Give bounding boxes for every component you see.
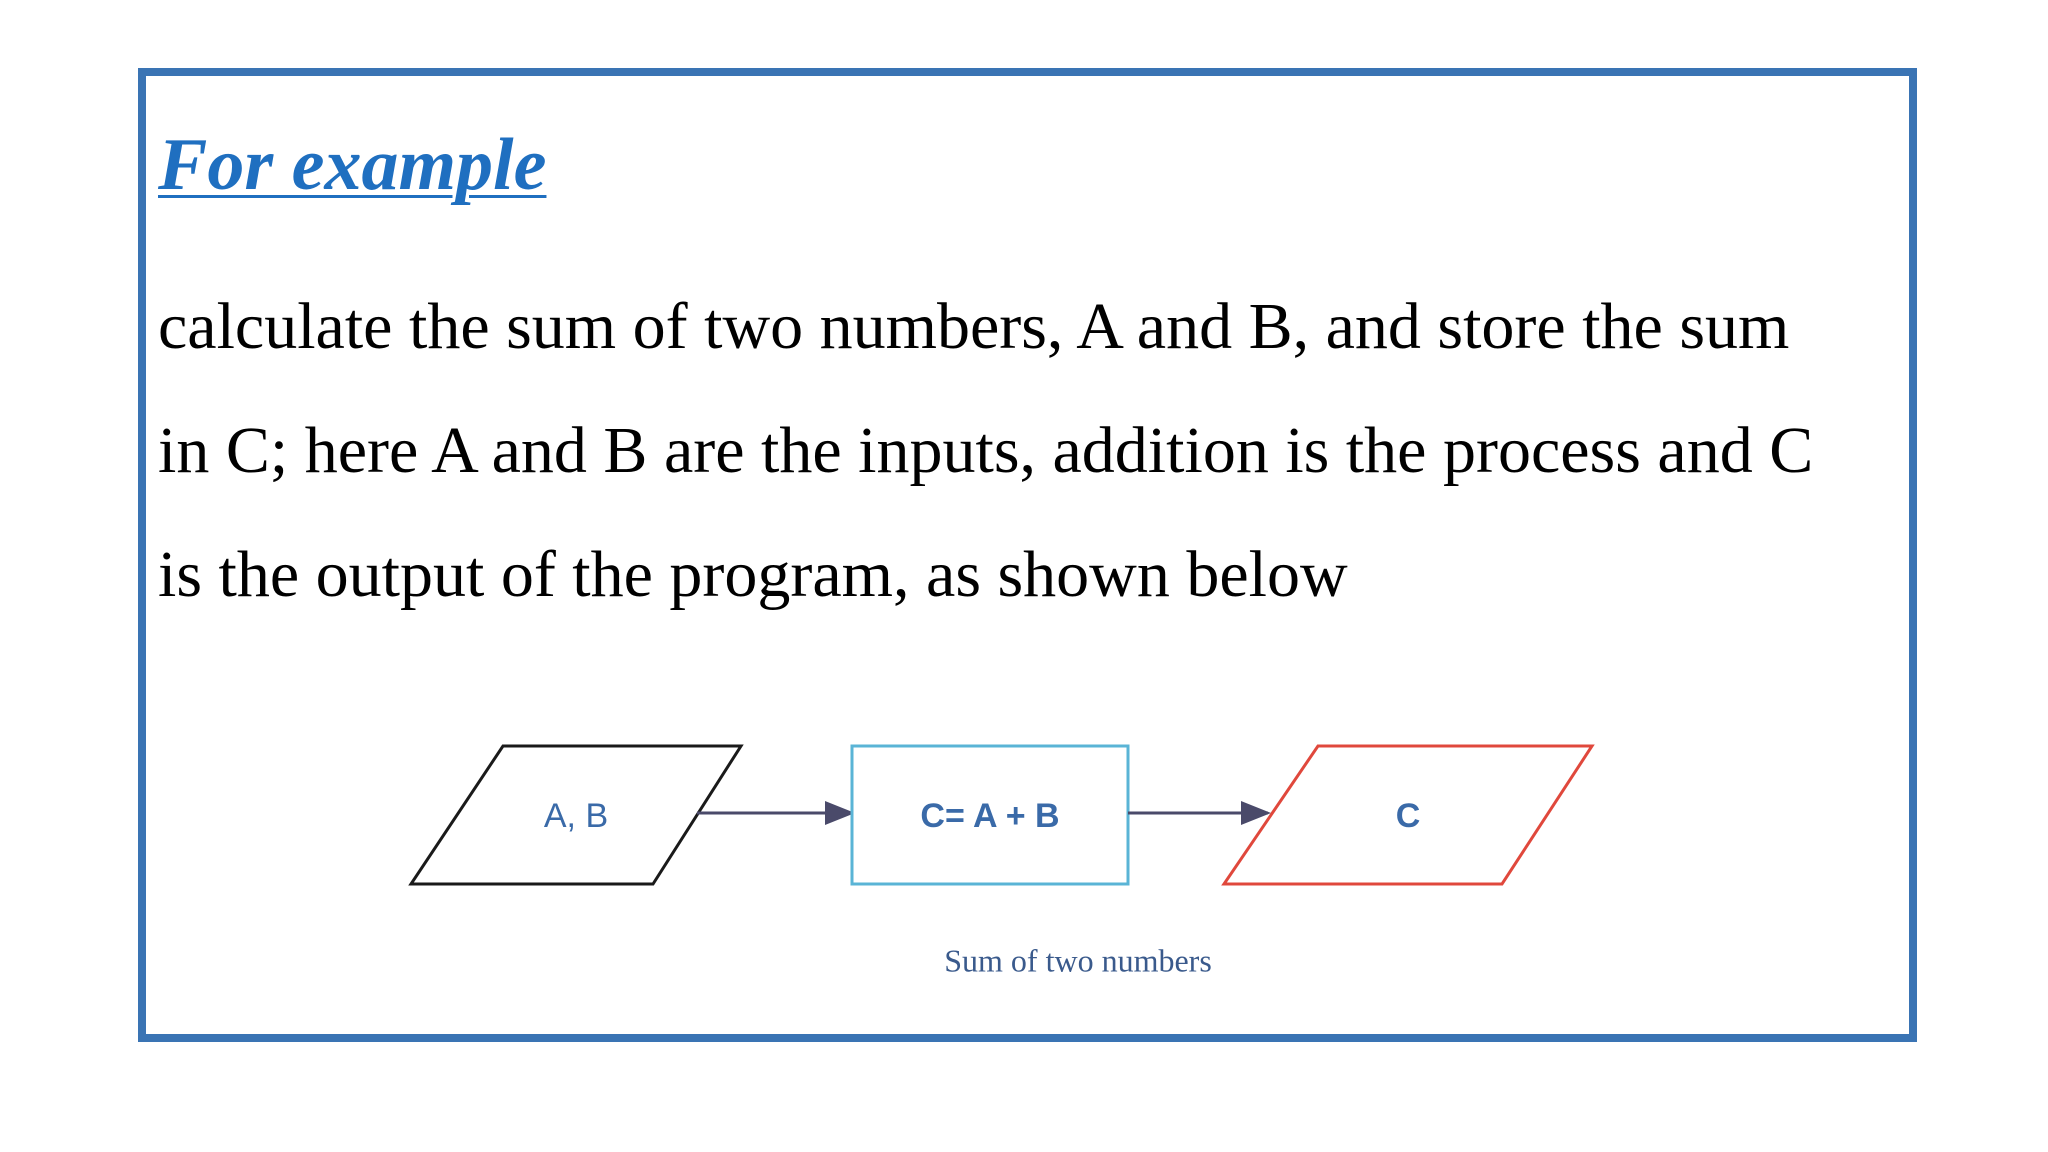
paragraph-line-1: calculate the sum of two numbers, A and B, and store the sum [158, 290, 1790, 363]
process-label: C= A + B [920, 796, 1060, 835]
paragraph-line-3: is the output of the program, as shown below [158, 538, 1348, 611]
heading: For example [158, 124, 547, 206]
input-label: A, B [543, 796, 609, 835]
figure-caption: Sum of two numbers [944, 942, 1212, 979]
output-label: C [1395, 796, 1421, 835]
paragraph-line-2: in C; here A and B are the inputs, addition is the process and C [158, 414, 1814, 487]
